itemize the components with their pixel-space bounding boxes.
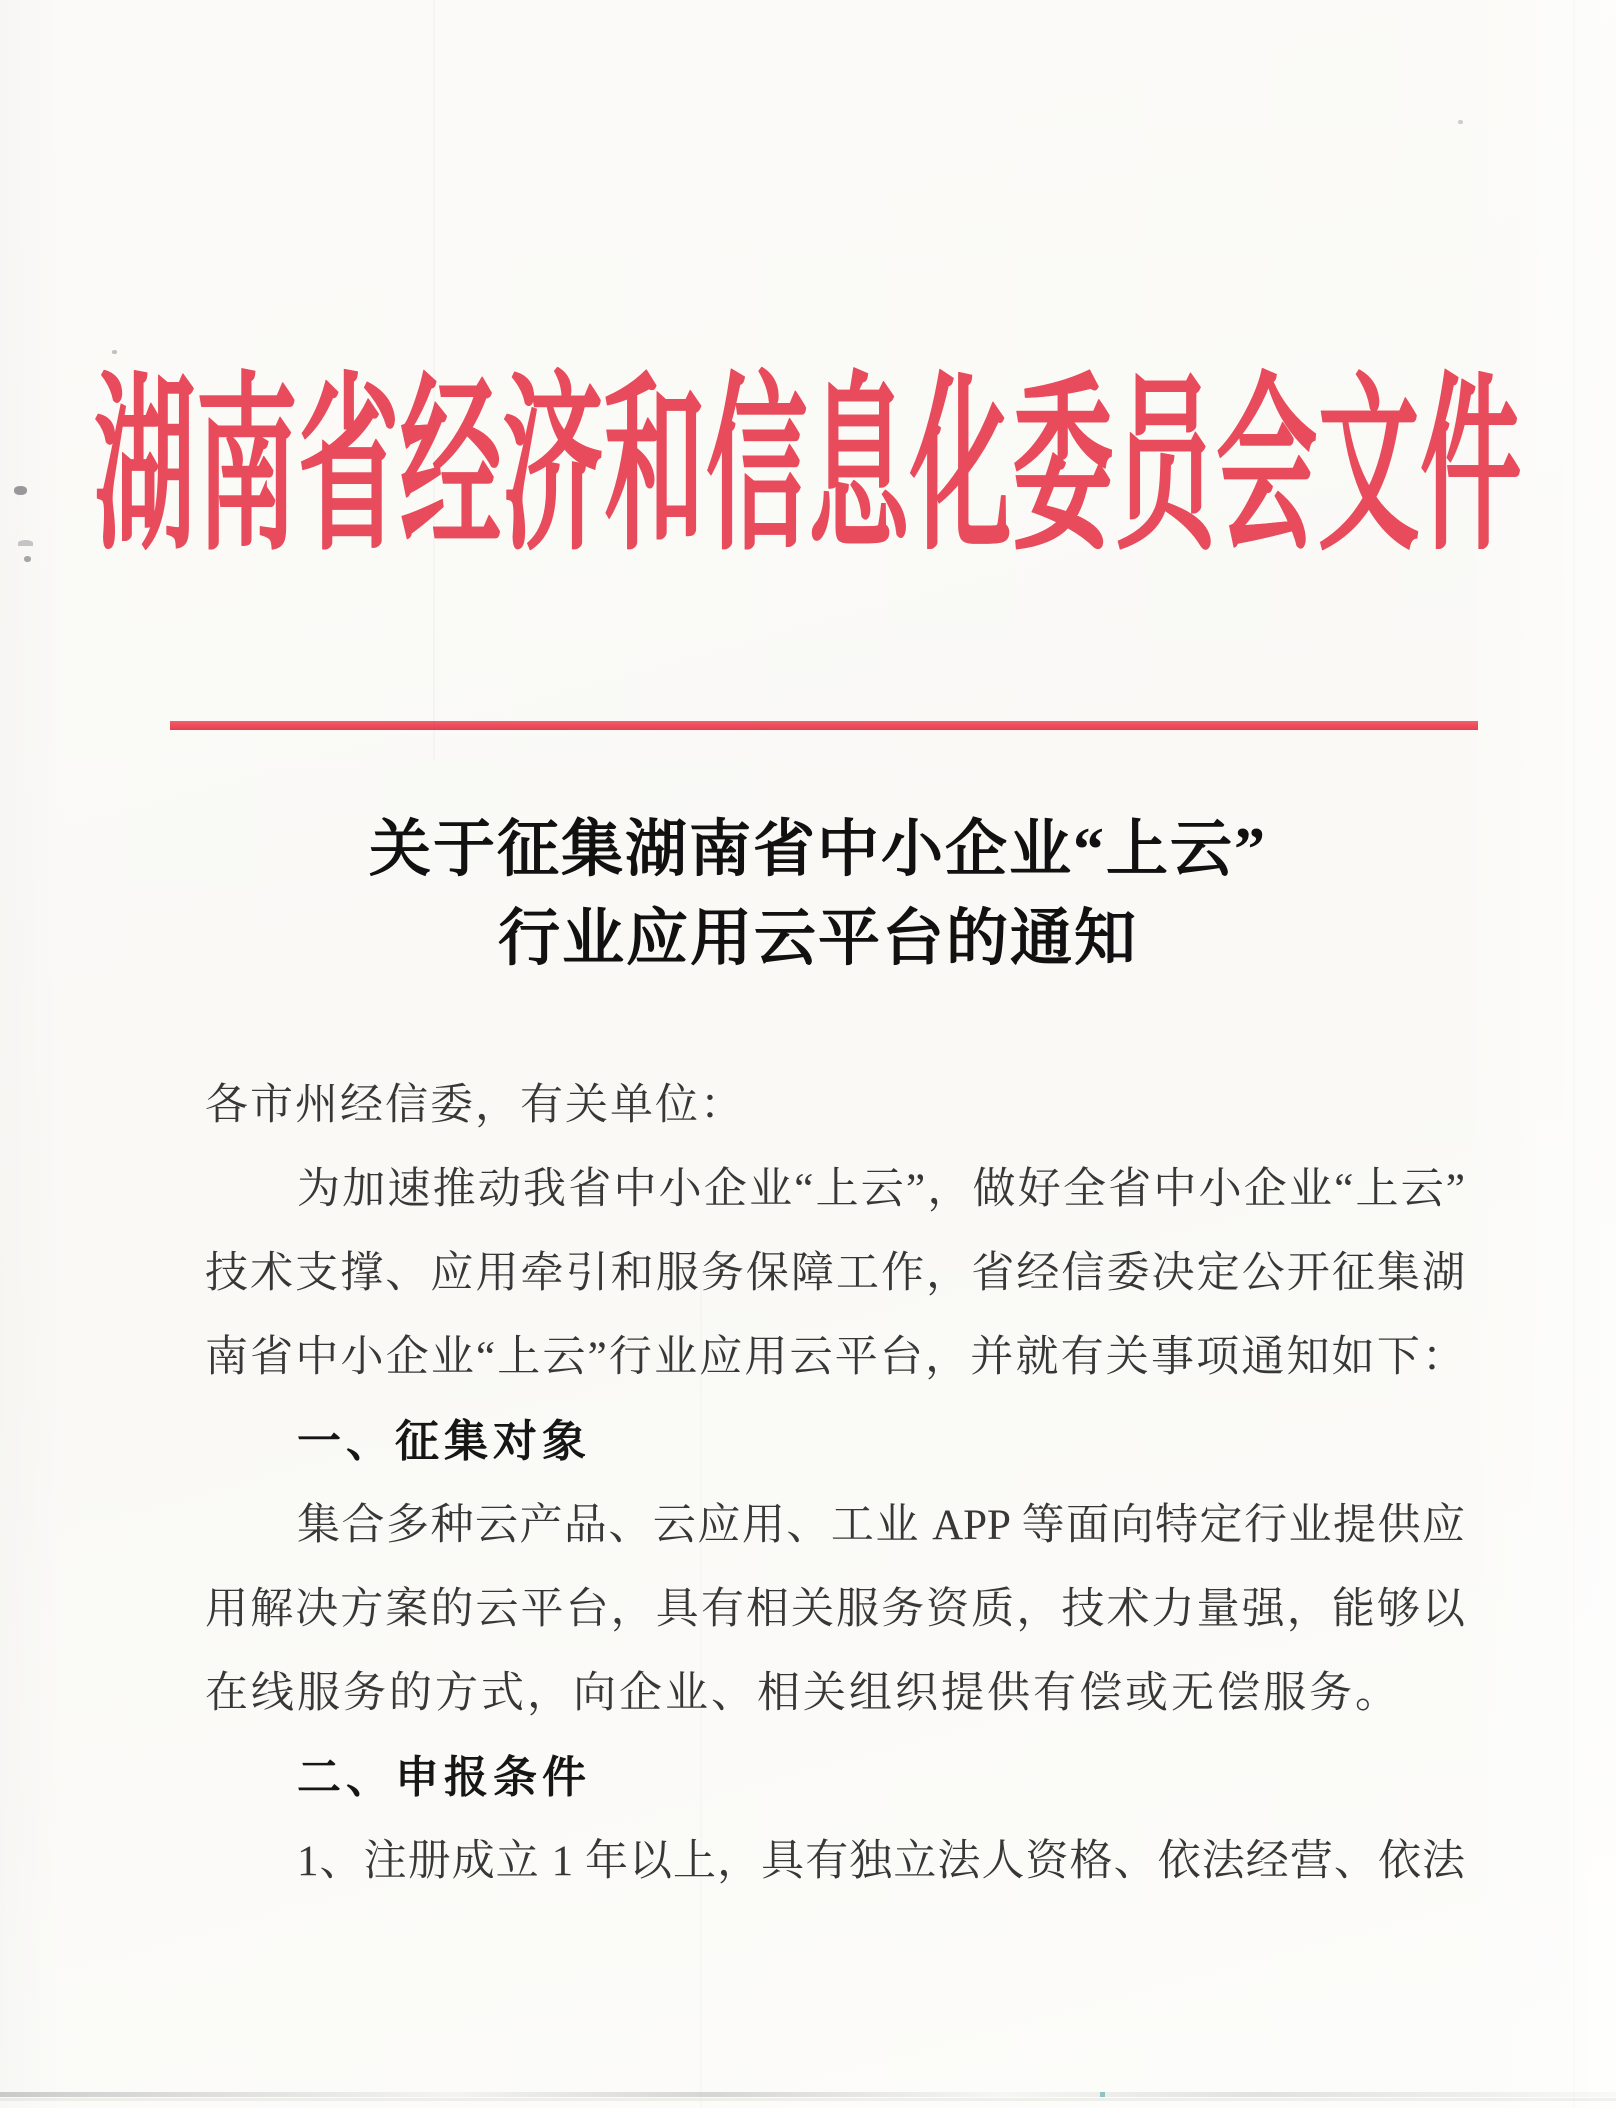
scan-bottom-edge <box>0 2092 1616 2097</box>
document-title <box>188 806 1448 984</box>
scan-speck <box>24 556 31 562</box>
body-line: 一、征集对象 <box>297 1417 591 1466</box>
body-line: 集合多种云产品、云应用、工业 APP 等面向特定行业提供应 <box>297 1502 1465 1549</box>
red-divider-rule <box>170 721 1478 730</box>
scan-speck <box>1458 120 1463 124</box>
body-line: 二、申报条件 <box>297 1753 591 1802</box>
body-line: 南省中小企业“上云”行业应用云平台，并就有关事项通知如下： <box>205 1334 1465 1381</box>
document-title-line1: 关于征集湖南省中小企业“上云” <box>368 816 1267 884</box>
scan-bottom-edge <box>0 2098 1616 2101</box>
body-line: 各市州经信委，有关单位： <box>205 1082 745 1129</box>
body-line: 为加速推动我省中小企业“上云”，做好全省中小企业“上云” <box>297 1166 1465 1213</box>
scan-speck <box>14 486 27 495</box>
document-body <box>205 1064 1465 1904</box>
body-line: 用解决方案的云平台，具有相关服务资质，技术力量强，能够以 <box>205 1586 1465 1633</box>
document-title-line2: 行业应用云平台的通知 <box>497 905 1138 973</box>
scan-speck <box>112 350 117 354</box>
letterhead-title: 湖南省经济和信息化委员会文件 <box>94 364 1522 574</box>
scan-speck <box>18 540 33 546</box>
body-line: 在线服务的方式，向企业、相关组织提供有偿或无偿服务。 <box>205 1670 1401 1717</box>
body-line: 技术支撑、应用牵引和服务保障工作，省经信委决定公开征集湖 <box>205 1250 1465 1297</box>
scan-streak <box>1573 0 1575 2108</box>
letterhead <box>0 364 1616 574</box>
scan-color-noise <box>1100 2092 1105 2097</box>
body-line: 1、注册成立 1 年以上，具有独立法人资格、依法经营、依法 <box>297 1838 1465 1885</box>
